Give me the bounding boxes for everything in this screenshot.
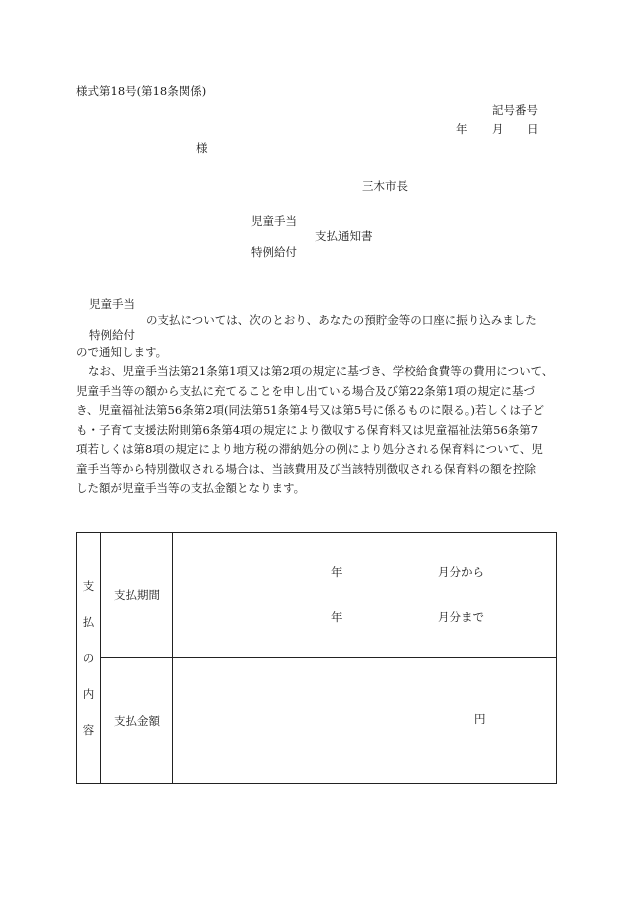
body-note-paragraph: [76, 362, 556, 499]
period-to-year: 年: [331, 610, 343, 624]
body-allowance-bottom: 特例給付: [89, 328, 135, 342]
addressee-suffix: 様: [196, 141, 208, 155]
sender-name: 三木市長: [362, 179, 408, 193]
note-line: 児童手当等の額から支払に充てることを申し出ている場合及び第22条第1項の規定に基づ: [76, 383, 535, 398]
payment-content-table: [76, 532, 557, 784]
title-allowance-top: 児童手当: [251, 214, 297, 228]
period-to-month: 月分まで: [438, 610, 484, 624]
title-allowance-bottom: 特例給付: [251, 245, 297, 259]
body-allowance-top: 児童手当: [89, 297, 135, 311]
note-line: き、児童福祉法第56条第2項(同法第51条第4号又は第5号に係るものに限る。)若しくは子ど: [76, 403, 544, 417]
note-line: なお、児童手当法第21条第1項又は第2項の規定に基づき、学校給食費等の費用について、: [88, 364, 554, 378]
body-payment-line: の支払については、次のとおり、あなたの預貯金等の口座に振り込みました: [146, 313, 537, 327]
record-number-label: 記号番号: [492, 103, 538, 117]
date-month-label: 月: [492, 122, 504, 136]
amount-label: 支払金額: [101, 658, 173, 784]
payment-content-label: 支 払 の 内 容: [77, 533, 101, 784]
note-line: も・子育て支援法附則第6条第4項の規定により徴収する保育料又は児童福祉法第56条第7: [76, 422, 539, 437]
amount-unit: 円: [474, 712, 486, 726]
body-notice-continuation: ので通知します。: [76, 345, 168, 359]
amount-value-cell: [173, 658, 557, 784]
period-label: 支払期間: [101, 533, 173, 658]
date-day-label: 日: [527, 122, 539, 136]
note-line: した額が児童手当等の支払金額となります。: [76, 481, 306, 495]
document-title: 支払通知書: [315, 229, 373, 243]
note-line: 童手当等から特別徴収される場合は、当該費用及び当該特別徴収される保育料の額を控除: [76, 461, 536, 476]
period-value-cell: [173, 533, 557, 658]
period-from-month: 月分から: [438, 565, 484, 579]
date-year-label: 年: [456, 122, 468, 136]
period-from-year: 年: [331, 565, 343, 579]
note-line: 項若しくは第8項の規定により地方税の滞納処分の例により処分される保育料について、児: [76, 442, 543, 456]
form-number: 様式第18号(第18条関係): [76, 84, 207, 98]
